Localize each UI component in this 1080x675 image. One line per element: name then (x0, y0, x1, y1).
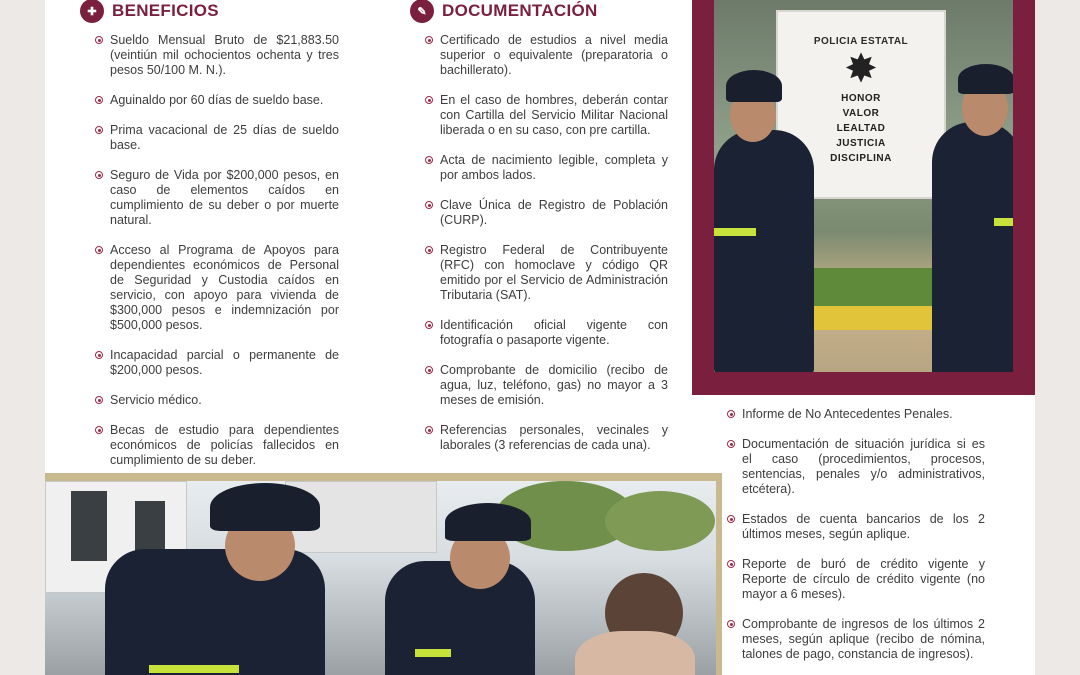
officer-left-stripe (714, 228, 756, 236)
officer-kneeling (105, 549, 325, 675)
documento-item: Clave Única de Registro de Población (CURP). (425, 198, 668, 228)
documento-item: Reporte de buró de crédito vigente y Reporte de círculo de crédito vigente (no mayor a 6 meses). (727, 557, 985, 602)
documento-item: Identificación oficial vigente con fotografía o pasaporte vigente. (425, 318, 668, 348)
officer-smiling-cap (445, 503, 531, 541)
photo-window (71, 491, 107, 561)
documento-item: Acta de nacimiento legible, completa y por ambos lados. (425, 153, 668, 183)
community-photo-frame (45, 473, 722, 675)
documento-item: Registro Federal de Contribuyente (RFC) con homoclave y código QR emitido por el Servicio de Administración Tributaria (SAT). (425, 243, 668, 303)
documento-item: Informe de No Antecedentes Penales. (727, 407, 985, 422)
documentacion-icon: ✎ (410, 0, 434, 23)
documentacion-header (410, 0, 598, 23)
documento-item: Referencias personales, vecinales y laborales (3 referencias de cada una). (425, 423, 668, 453)
officer-right-stripe (994, 218, 1013, 226)
officer-right-cap (958, 64, 1013, 94)
child-body (575, 631, 695, 675)
beneficios-list (95, 33, 339, 483)
sign-value: DISCIPLINA (830, 153, 892, 164)
documento-item: Certificado de estudios a nivel media superior o equivalente (preparatoria o bachillerato). (425, 33, 668, 78)
police-photo (714, 0, 1013, 372)
beneficios-icon: ✚ (80, 0, 104, 23)
sign-value: LEALTAD (836, 123, 886, 134)
officer-left (714, 130, 814, 372)
documento-item: Comprobante de domicilio (recibo de agua, luz, teléfono, gas) no mayor a 3 meses de emisión. (425, 363, 668, 408)
documento-item: Documentación de situación jurídica si es el caso (procedimientos, procesos, sentencias, penales y/o administrativos, etcétera). (727, 437, 985, 497)
sign-header: POLICIA ESTATAL (813, 36, 909, 47)
beneficio-item: Seguro de Vida por $200,000 pesos, en caso de elementos caídos en cumplimiento de su deber o por muerte natural. (95, 168, 339, 228)
police-photo-frame (692, 0, 1035, 395)
officer-smiling-stripe (415, 649, 451, 657)
officer-right (932, 122, 1013, 372)
police-star-icon: ✸ (844, 47, 878, 91)
sign-value: HONOR (841, 93, 881, 104)
officer-kneeling-cap (210, 483, 320, 531)
sign-value: JUSTICIA (836, 138, 886, 149)
beneficio-item: Becas de estudio para dependientes económicos de policías fallecidos en cumplimiento de su deber. (95, 423, 339, 468)
beneficios-title: BENEFICIOS (112, 1, 219, 20)
beneficio-item: Sueldo Mensual Bruto de $21,883.50 (veintiún mil ochocientos ochenta y tres pesos 50/100 M. N.). (95, 33, 339, 78)
beneficio-item: Aguinaldo por 60 días de sueldo base. (95, 93, 339, 108)
officer-left-cap (726, 70, 782, 102)
flyer-page (45, 0, 1035, 675)
sign-value: VALOR (842, 108, 880, 119)
documento-item: Estados de cuenta bancarios de los 2 últimos meses, según aplique. (727, 512, 985, 542)
documentacion-list (425, 33, 668, 468)
documento-item: En el caso de hombres, deberán contar con Cartilla del Servicio Militar Nacional liberada o en su caso, con pre cartilla. (425, 93, 668, 138)
beneficio-item: Acceso al Programa de Apoyos para dependientes económicos de Personal de Seguridad y Custodia caídos en servicio, con apoyo para vivienda de $300,000 pesos e indemnización por $500,000 pesos. (95, 243, 339, 333)
beneficio-item: Incapacidad parcial o permanente de $200,000 pesos. (95, 348, 339, 378)
beneficio-item: Prima vacacional de 25 días de sueldo base. (95, 123, 339, 153)
beneficios-header (80, 0, 219, 23)
beneficio-item: Servicio médico. (95, 393, 339, 408)
community-photo (45, 481, 716, 675)
documentacion-title: DOCUMENTACIÓN (442, 1, 598, 20)
officer-kneeling-stripe (149, 665, 239, 673)
documento-item: Comprobante de ingresos de los últimos 2 meses, según aplique (recibo de nómina, talones de pago, constancia de ingresos). (727, 617, 985, 662)
documentacion-list-right (727, 407, 985, 675)
photo-trees (605, 491, 715, 551)
